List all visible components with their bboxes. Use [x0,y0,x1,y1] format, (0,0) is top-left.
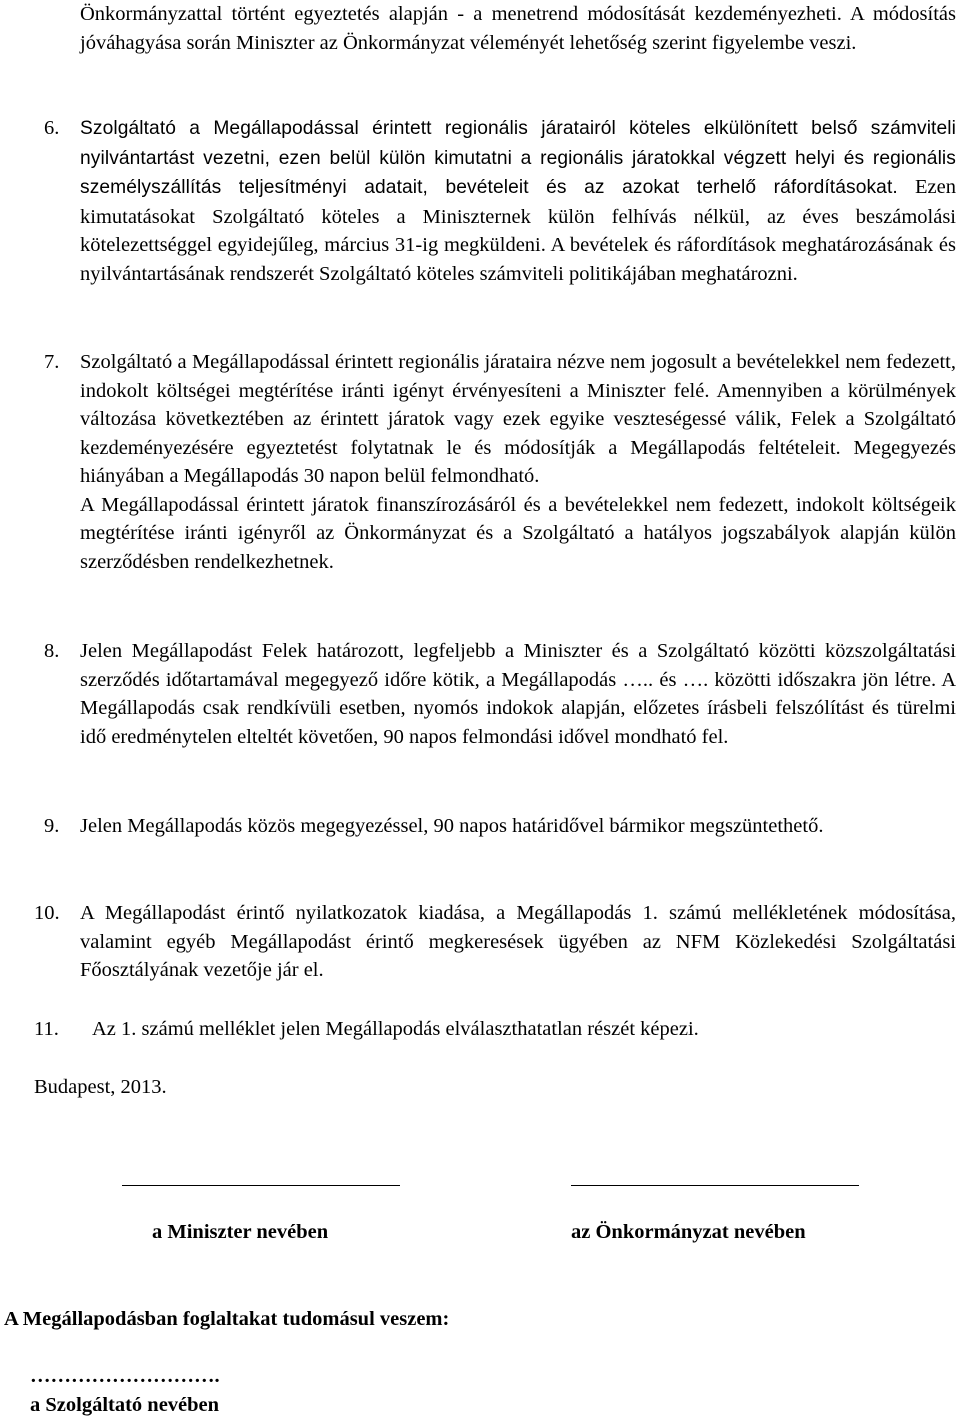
intro-text: Önkormányzattal történt egyeztetés alapján - a menetrend módosítását kezdeményezheti. A módosítás jóváhagyása során Miniszter az Önkormányzat véleményét lehetőség szerint figyelembe veszi. [80,3,956,54]
signature-line-minister [122,1185,400,1186]
intro-paragraph [80,0,956,57]
clause-body [80,114,956,288]
clause-body [80,812,956,841]
signature-label-municipality: az Önkormányzat nevében [571,1221,806,1243]
clause-number: 8. [44,640,60,662]
signature-line-municipality [571,1185,859,1186]
clause-number: 6. [44,117,60,139]
clause-number: 10. [34,902,60,924]
place-date: Budapest, 2013. [34,1076,167,1098]
clause-text: Az 1. számú melléklet jelen Megállapodás elválaszthatatlan részét képezi. [92,1018,699,1040]
clause-paragraph: Szolgáltató a Megállapodással érintett regionális járataira nézve nem jogosult a bevételekkel nem fedezett, indokolt költségei megtérítése iránti igényt érvényesíteni a Miniszter felé. Amennyiben a körülmények változása következtében az érintett járatok vagy ezek egyike veszteségessé válik, Felek a Szolgáltató kezdeményezésére egyeztetést folytatnak le és módosítják a Megállapodás feltételeit. Megegyezés hiányában a Megállapodás 30 napon belül felmondható. [80,351,956,487]
acknowledgement-label: a Szolgáltató nevében [30,1394,220,1416]
clause-text-serif: Ezen kimutatásokat Szolgáltató köteles a Miniszternek külön felhívás nélkül, az éves beszámolási kötelezettséggel egyidejűleg, március 31-ig megküldeni. A bevételek és ráfordítások meghatározásának és nyilvántartásának rendszerét Szolgáltató köteles számviteli politikájában meghatározni. [80,176,956,285]
clause-number: 9. [44,815,60,837]
clause-number: 11. [34,1018,59,1040]
acknowledgement-dots: ………………………. [30,1365,220,1387]
acknowledgement-heading: A Megállapodásban foglaltakat tudomásul veszem: [4,1308,450,1330]
clause-body [80,348,956,576]
clause-body [80,637,956,751]
clause-paragraph: A Megállapodást érintő nyilatkozatok kiadása, a Megállapodás 1. számú mellékletének módosítása, valamint egyéb Megállapodást érintő megkeresések ügyében az NFM Közlekedési Szolgáltatási Főosztályának vezetője jár el. [80,902,956,981]
clause-paragraph: Jelen Megállapodás közös megegyezéssel, 90 napos határidővel bármikor megszüntethető. [80,815,824,837]
clause-text-sans: Szolgáltató a Megállapodással érintett regionális járatairól köteles elkülönített belső számviteli nyilvántartást vezetni, ezen belül külön kimutatni a regionális járatokkal végzett helyi és regionális személyszállítás teljesítményi adatait, bevételeit és az azokat terhelő ráfordításokat. [80,118,956,198]
signature-label-minister: a Miniszter nevében [152,1221,329,1243]
clause-body [80,899,956,985]
clause-number: 7. [44,351,60,373]
clause-paragraph: A Megállapodással érintett járatok finanszírozásáról és a bevételekkel nem fedezett, indokolt költségeik megtérítése iránti igényről az Önkormányzat és a Szolgáltató a hatályos jogszabályok alapján külön szerződésben rendelkezhetnek. [80,493,956,573]
clause-paragraph: Jelen Megállapodást Felek határozott, legfeljebb a Miniszter és a Szolgáltató közötti közszolgáltatási szerződés időtartamával megegyező időre kötik, a Megállapodás ….. és …. közötti időszakra jön létre. A Megállapodás csak rendkívüli esetben, nyomós indokok alapján, előzetes írásbeli felszólítást és türelmi idő eredménytelen elteltét követően, 90 napos felmondási idővel mondható fel. [80,640,956,748]
